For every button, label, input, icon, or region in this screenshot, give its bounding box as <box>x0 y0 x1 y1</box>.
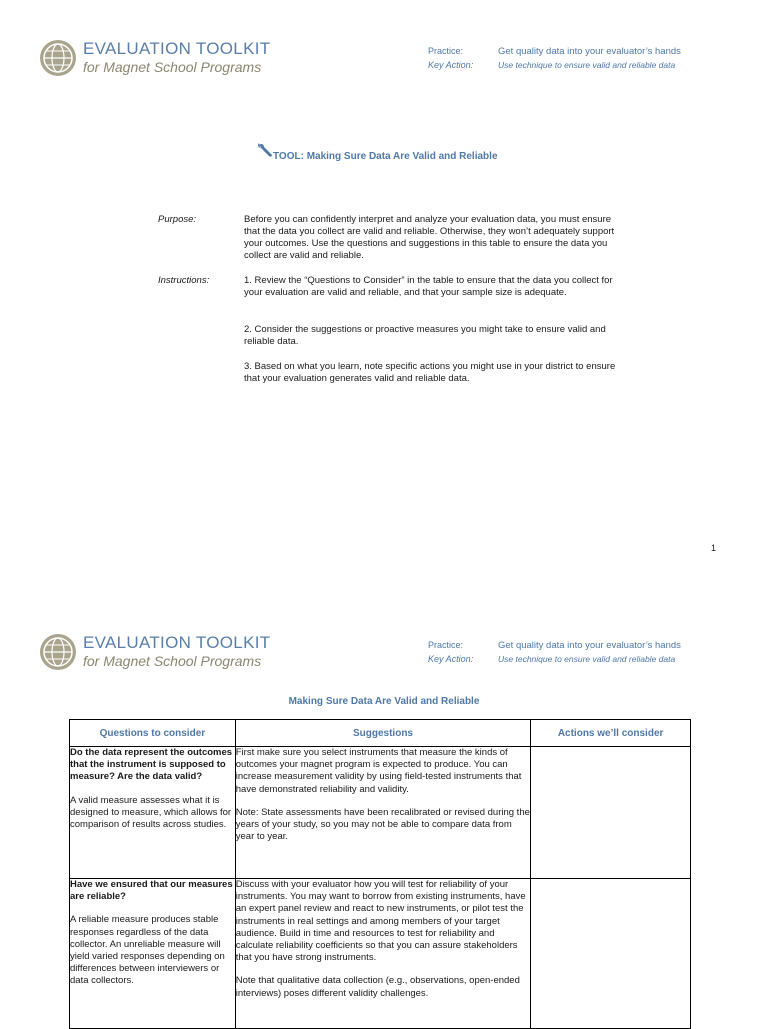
suggestion-cell <box>235 879 530 1029</box>
question-text: Have we ensured that our measures are reliable? <box>70 879 233 903</box>
wrench-icon <box>256 141 274 159</box>
question-note: A reliable measure produces stable responses regardless of the data collector. An unreliable measure will yield varied responses depending on differences between interviewers or data collectors. <box>70 914 225 987</box>
suggestion-note: Note that qualitative data collection (e.g., observations, open-ended interviews) poses different validity challenges. <box>235 975 520 999</box>
table-header-row <box>70 720 691 747</box>
brand-subtitle: for Magnet School Programs <box>83 653 262 669</box>
brand-title: EVALUATION TOOLKIT <box>83 39 271 58</box>
key-action-label: Key Action: <box>428 60 474 70</box>
logo-icon <box>40 634 76 670</box>
key-action-value: Use technique to ensure valid and reliable data <box>498 654 676 664</box>
question-text: Do the data represent the outcomes that the instrument is supposed to measure? Are the data valid? <box>70 747 233 783</box>
page-number: 1 <box>711 543 717 553</box>
question-note: A valid measure assesses what it is designed to measure, which allows for comparison of results across studies. <box>70 794 232 831</box>
practice-label: Practice: <box>428 46 464 56</box>
table-row <box>70 747 691 879</box>
practice-label: Practice: <box>428 640 464 650</box>
question-cell <box>70 879 236 1029</box>
instruction-item-2: 2. Consider the suggestions or proactive measures you might take to ensure valid and reliable data. <box>244 324 606 347</box>
brand-title: EVALUATION TOOLKIT <box>83 633 271 652</box>
suggestion-cell <box>235 747 530 879</box>
column-header-suggestions: Suggestions <box>235 720 530 747</box>
tool-title: TOOL: Making Sure Data Are Valid and Reliable <box>273 151 498 162</box>
brand-subtitle: for Magnet School Programs <box>83 59 262 75</box>
section-title: Making Sure Data Are Valid and Reliable <box>288 696 480 707</box>
table-row <box>70 879 691 1029</box>
suggestion-note: Note: State assessments have been recalibrated or revised during the years of your study, so you may not be able to compare data from year to year. <box>235 806 530 843</box>
suggestion-text: Discuss with your evaluator how you will test for reliability of your instruments. You may want to borrow from existing instruments, have an expert panel review and react to new instruments, or pilot test the instruments in real settings and among members of your target audience. Build in time and resources to test for reliability and calculate reliability coefficients so that you can assure stakeholders that you have strong instruments. <box>235 879 526 964</box>
column-header-actions: Actions we’ll consider <box>531 720 691 747</box>
purpose-text: Before you can confidently interpret and analyze your evaluation data, you must ensure that the data you collect are valid and reliable. Otherwise, they won’t adequately support your outcomes. Use the questions and suggestions in this table to ensure the data you collect are valid and reliable. <box>244 214 615 261</box>
column-header-questions: Questions to consider <box>70 720 236 747</box>
instruction-item-1: 1. Review the “Questions to Consider” in the table to ensure that the data you collect for your evaluation are valid and reliable, and that your sample size is adequate. <box>244 275 613 298</box>
purpose-label: Purpose: <box>158 214 197 225</box>
actions-cell[interactable] <box>531 879 691 1029</box>
suggestion-text: First make sure you select instruments that measure the kinds of outcomes your magnet program is expected to produce. You can increase measurement validity by using field-tested instruments that have demonstrated reliability and validity. <box>235 747 522 795</box>
key-action-label: Key Action: <box>428 654 474 664</box>
question-cell <box>70 747 236 879</box>
instruction-item-3: 3. Based on what you learn, note specific actions you might use in your district to ensure that your evaluation generates valid and reliable data. <box>244 361 616 384</box>
instructions-label: Instructions: <box>158 275 210 286</box>
key-action-value: Use technique to ensure valid and reliable data <box>498 60 676 70</box>
actions-cell[interactable] <box>531 747 691 879</box>
logo-icon <box>40 40 76 76</box>
practice-value: Get quality data into your evaluator’s hands <box>498 46 681 57</box>
practice-value: Get quality data into your evaluator’s hands <box>498 640 681 651</box>
validity-table <box>69 719 691 1029</box>
